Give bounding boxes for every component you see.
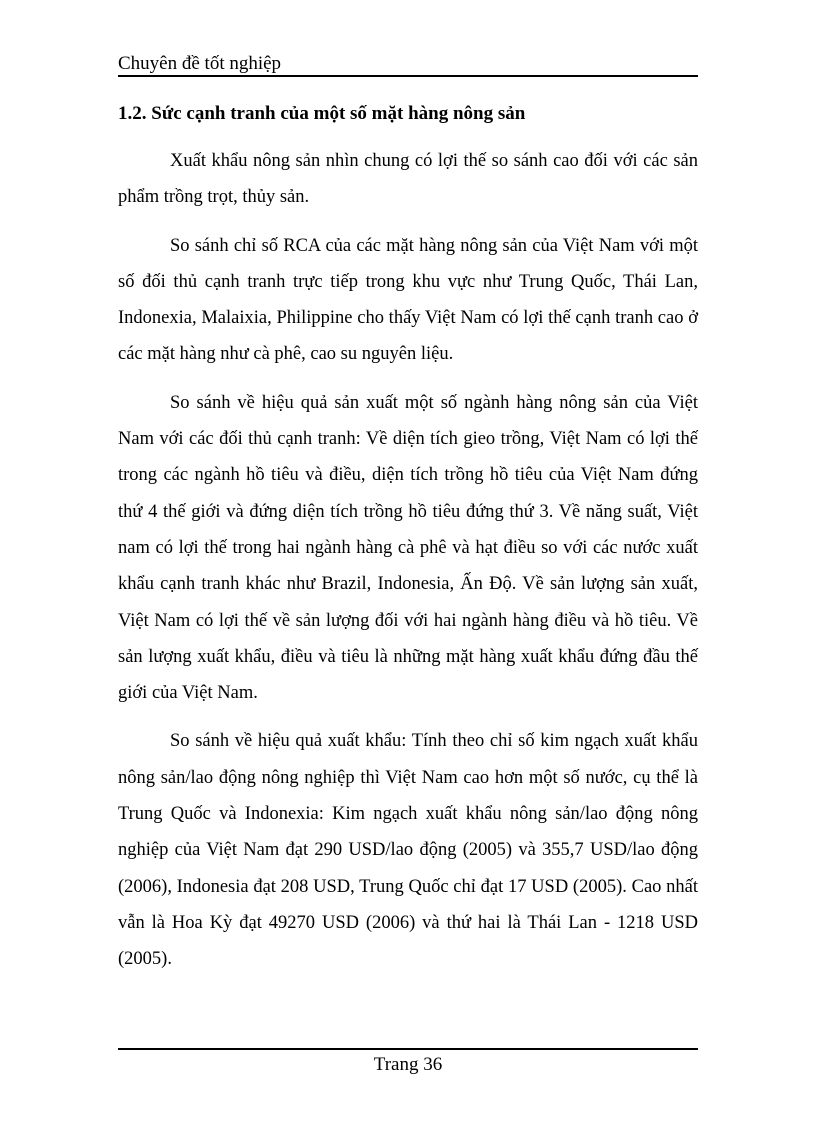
page-header bbox=[118, 52, 698, 78]
document-title: Chuyên đề tốt nghiệp bbox=[118, 53, 282, 74]
section-heading: 1.2. Sức cạnh tranh của một số mặt hàng nông sản bbox=[118, 103, 526, 124]
page-number: Trang 36 bbox=[373, 1054, 443, 1075]
paragraph: So sánh về hiệu quả sản xuất một số ngành hàng nông sản của Việt Nam với các đối thủ cạnh tranh: Về diện tích gieo trồng, Việt Nam có lợi thế trong các ngành hồ tiêu và điều, diện tích trồng hồ tiêu của Việt Nam đứng thứ 4 thế giới và đứng diện tích trồng hồ tiêu đứng thứ 3. Về năng suất, Việt nam có lợi thế trong hai ngành hàng cà phê và hạt điều so với các nước xuất khẩu cạnh tranh khác như Brazil, Indonesia, Ấn Độ. Về sản lượng sản xuất, Việt Nam có lợi thế về sản lượng đối với hai ngành hàng điều và hồ tiêu. Về sản lượng xuất khẩu, điều và tiêu là những mặt hàng xuất khẩu đứng đầu thế giới của Việt Nam. bbox=[118, 392, 698, 704]
page-footer bbox=[118, 1048, 698, 1078]
header-divider bbox=[118, 75, 698, 77]
page-content bbox=[118, 100, 698, 990]
paragraph: So sánh chỉ số RCA của các mặt hàng nông sản của Việt Nam với một số đối thủ cạnh tranh trực tiếp trong khu vực như Trung Quốc, Thái Lan, Indonexia, Malaixia, Philippine cho thấy Việt Nam có lợi thế cạnh tranh cao ở các mặt hàng như cà phê, cao su nguyên liệu. bbox=[118, 235, 698, 365]
paragraph: So sánh về hiệu quả xuất khẩu: Tính theo chỉ số kim ngạch xuất khẩu nông sản/lao động nông nghiệp thì Việt Nam cao hơn một số nước, cụ thể là Trung Quốc và Indonexia: Kim ngạch xuất khẩu nông sản/lao động nông nghiệp của Việt Nam đạt 290 USD/lao động (2005) và 355,7 USD/lao động (2006), Indonesia đạt 208 USD, Trung Quốc chỉ đạt 17 USD (2005). Cao nhất vẫn là Hoa Kỳ đạt 49270 USD (2006) và thứ hai là Thái Lan - 1218 USD (2005). bbox=[118, 731, 698, 970]
footer-divider bbox=[118, 1048, 698, 1050]
paragraph: Xuất khẩu nông sản nhìn chung có lợi thế so sánh cao đối với các sản phẩm trồng trọt, thủy sản. bbox=[118, 151, 698, 208]
